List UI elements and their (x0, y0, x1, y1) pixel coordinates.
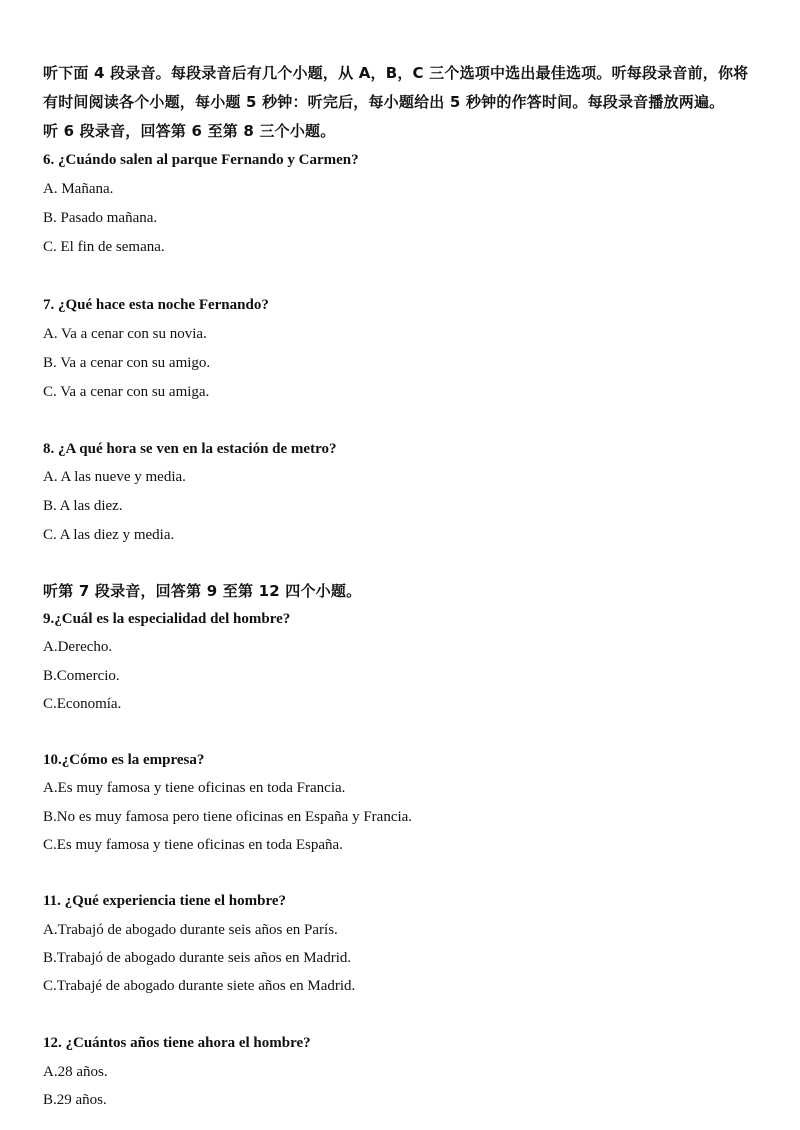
question-12-option-b: B.29 años. (43, 1092, 107, 1108)
question-9: 9.¿Cuál es la especialidad del hombre? (43, 611, 291, 627)
question-8-option-c: C. A las diez y media. (43, 527, 175, 543)
question-7: 7. ¿Qué hace esta noche Fernando? (43, 297, 269, 313)
section-heading: 听第 7 段录音，回答第 9 至第 12 四个小题。 (43, 582, 362, 600)
question-9-option-c: C.Economía. (43, 696, 122, 712)
question-11-option-c: C.Trabajé de abogado durante siete años en Madrid. (43, 978, 356, 994)
question-8-option-b: B. A las diez. (43, 498, 123, 514)
question-10-option-c: C.Es muy famosa y tiene oficinas en toda España. (43, 837, 343, 853)
question-11-option-b: B.Trabajó de abogado durante seis años en Madrid. (43, 950, 352, 966)
question-12: 12. ¿Cuántos años tiene ahora el hombre? (43, 1035, 311, 1051)
question-8-option-a: A. A las nueve y media. (43, 469, 186, 485)
question-10-option-a: A.Es muy famosa y tiene oficinas en toda Francia. (43, 780, 346, 796)
question-10: 10.¿Cómo es la empresa? (43, 752, 205, 768)
question-6-option-c: C. El fin de semana. (43, 239, 165, 255)
question-9-option-b: B.Comercio. (43, 668, 120, 684)
question-6-option-b: B. Pasado mañana. (43, 210, 158, 226)
question-12-option-a: A.28 años. (43, 1064, 108, 1080)
question-11-option-a: A.Trabajó de abogado durante seis años en París. (43, 922, 338, 938)
question-11: 11. ¿Qué experiencia tiene el hombre? (43, 893, 287, 909)
instruction-line-1: 听下面 4 段录音。每段录音后有几个小题，从 A，B，C 三个选项中选出最佳选项。听每段录音前，你将 (43, 64, 749, 82)
question-10-option-b: B.No es muy famosa pero tiene oficinas en España y Francia. (43, 809, 413, 825)
question-9-option-a: A.Derecho. (43, 639, 113, 655)
question-6: 6. ¿Cuándo salen al parque Fernando y Carmen? (43, 152, 359, 168)
section-heading: 听 6 段录音，回答第 6 至第 8 三个小题。 (43, 122, 336, 140)
question-6-option-a: A. Mañana. (43, 181, 114, 197)
instruction-line-2: 有时间阅读各个小题，每小题 5 秒钟：听完后，每小题给出 5 秒钟的作答时间。每段录音播放两遍。 (43, 93, 725, 111)
question-7-option-b: B. Va a cenar con su amigo. (43, 355, 211, 371)
question-8: 8. ¿A qué hora se ven en la estación de metro? (43, 441, 337, 457)
question-7-option-a: A. Va a cenar con su novia. (43, 326, 207, 342)
question-7-option-c: C. Va a cenar con su amiga. (43, 384, 210, 400)
